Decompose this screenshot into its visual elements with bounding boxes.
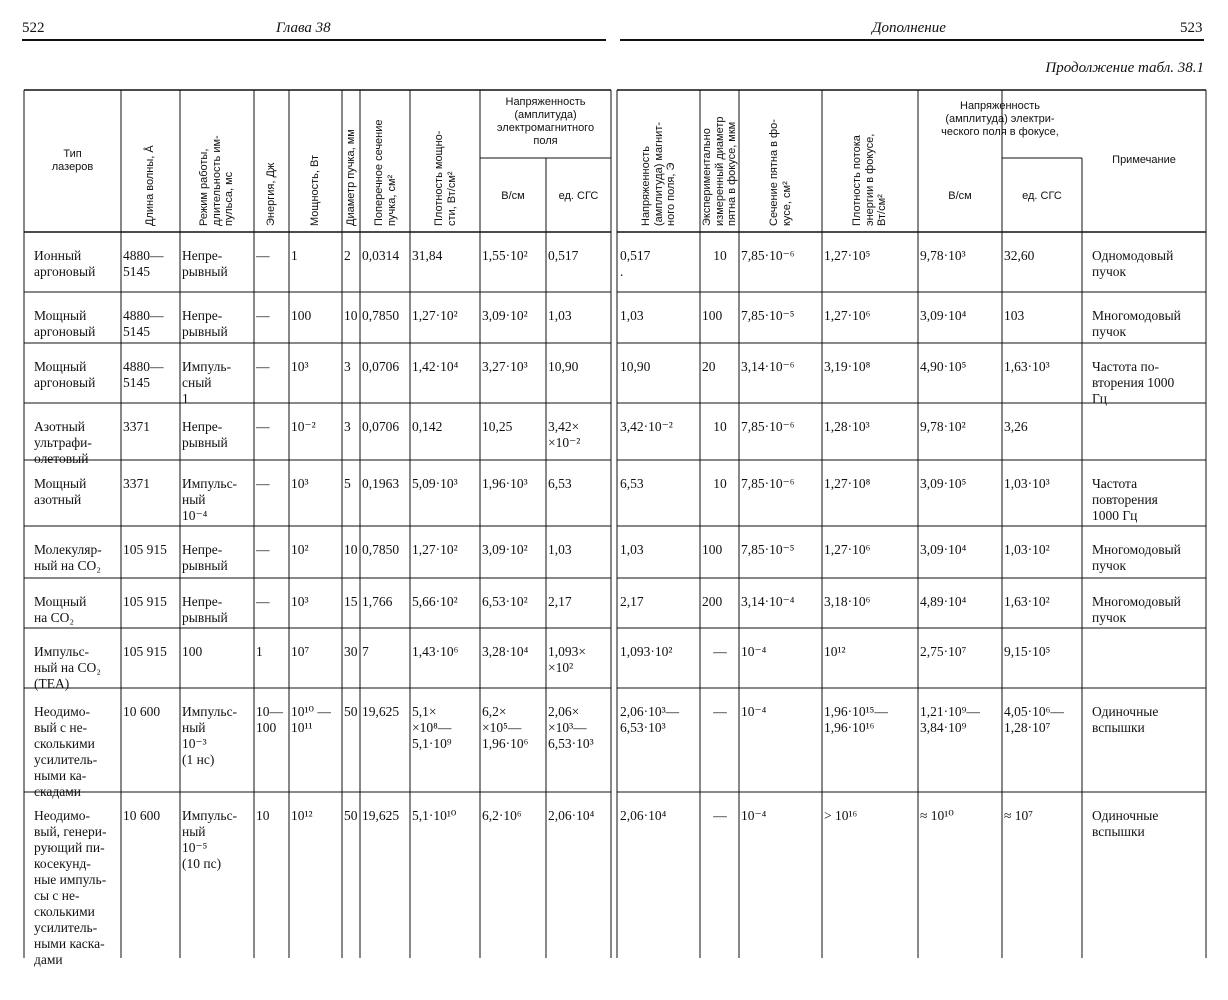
cell-power-row-5: 10³ — [291, 476, 309, 491]
cell-mode-row-4: Непре- рывный — [182, 419, 228, 450]
cell-mode-row-3: Импуль- сный 1 — [182, 359, 232, 406]
cell-diameter-row-3: 3 — [344, 359, 351, 374]
cell-magnetic-row-1: 0,517 . — [620, 248, 651, 279]
cell-magnetic-row-6: 1,03 — [620, 542, 644, 557]
cell-type-row-10: Неодимо- вый, генери- рующий пи- косекунд- ные импуль- сы с не- сколькими усилитель- ными каска- дами — [34, 808, 107, 967]
cell-wavelength-row-7: 105 915 — [123, 594, 167, 609]
cell-type-row-7: Мощный на CO₂ — [34, 594, 87, 625]
header-energy: Энергия, Дж — [265, 162, 278, 226]
cell-type-row-8: Импульс- ный на CO₂ (TEA) — [34, 644, 101, 691]
cell-type-row-5: Мощный азотный — [34, 476, 87, 507]
cell-energy-row-1: — — [256, 248, 270, 263]
cell-magnetic-row-2: 1,03 — [620, 308, 644, 323]
cell-spot-diameter-row-9: — — [713, 704, 727, 719]
cell-note-row-9: Одиночные вспышки — [1092, 704, 1159, 735]
cell-diameter-row-7: 15 — [344, 594, 358, 609]
cell-mode-row-5: Импульс- ный 10⁻⁴ — [182, 476, 238, 523]
header-magnetic-field: Напряженность (амплитуда) магнит- ного поля, Э — [639, 121, 677, 226]
header-em-vcm: В/см — [501, 190, 525, 202]
cell-em-vcm-row-6: 3,09·10² — [482, 542, 528, 557]
cell-diameter-row-5: 5 — [344, 476, 351, 491]
cell-note-row-6: Многомодовый пучок — [1092, 542, 1181, 573]
cell-mode-row-10: Импульс- ный 10⁻⁵ (10 пс) — [182, 808, 238, 871]
cell-spot-section-row-10: 10⁻⁴ — [741, 808, 767, 823]
cell-power-density-row-3: 1,42·10⁴ — [412, 359, 459, 374]
cell-flux-density-row-9: 1,96·10¹⁵— 1,96·10¹⁶ — [824, 704, 888, 735]
cell-em-vcm-row-2: 3,09·10² — [482, 308, 528, 323]
cell-focus-cgs-row-7: 1,63·10² — [1004, 594, 1050, 609]
cell-wavelength-row-3: 4880— 5145 — [123, 359, 164, 390]
cell-diameter-row-8: 30 — [344, 644, 358, 659]
cell-mode-row-1: Непре- рывный — [182, 248, 228, 279]
cell-power-density-row-2: 1,27·10² — [412, 308, 458, 323]
cell-spot-diameter-row-8: — — [713, 644, 727, 659]
cell-focus-vcm-row-9: 1,21·10⁹— 3,84·10⁹ — [920, 704, 980, 735]
cell-power-density-row-9: 5,1× ×10⁸— 5,1·10⁹ — [412, 704, 452, 751]
cell-focus-cgs-row-8: 9,15·10⁵ — [1004, 644, 1051, 659]
cell-spot-section-row-2: 7,85·10⁻⁵ — [741, 308, 795, 323]
cell-spot-section-row-7: 3,14·10⁻⁴ — [741, 594, 795, 609]
cell-flux-density-row-2: 1,27·10⁶ — [824, 308, 871, 323]
cell-flux-density-row-7: 3,18·10⁶ — [824, 594, 871, 609]
cell-em-vcm-row-7: 6,53·10² — [482, 594, 528, 609]
cell-note-row-4 — [1092, 419, 1204, 458]
cell-magnetic-row-9: 2,06·10³— 6,53·10³ — [620, 704, 680, 735]
cell-wavelength-row-8: 105 915 — [123, 644, 167, 659]
cell-wavelength-row-2: 4880— 5145 — [123, 308, 164, 339]
cell-type-row-3: Мощный аргоновый — [34, 359, 96, 390]
cell-flux-density-row-1: 1,27·10⁵ — [824, 248, 871, 263]
cell-em-vcm-row-4: 10,25 — [482, 419, 513, 434]
header-power: Мощность, Вт — [309, 154, 322, 226]
header-note: Примечание — [1112, 154, 1176, 166]
cell-note-row-7: Многомодовый пучок — [1092, 594, 1181, 625]
cell-em-vcm-row-1: 1,55·10² — [482, 248, 528, 263]
header-mode: Режим работы, длительность им- пульса, мс — [198, 135, 236, 226]
cell-magnetic-row-5: 6,53 — [620, 476, 644, 491]
cell-power-row-4: 10⁻² — [291, 419, 316, 434]
header-flux-density: Плотность потока энергии в фокусе, Вт/см² — [851, 133, 889, 226]
cell-power-density-row-5: 5,09·10³ — [412, 476, 458, 491]
header-wavelength: Длина волны, Å — [144, 145, 157, 226]
cell-focus-vcm-row-8: 2,75·10⁷ — [920, 644, 967, 659]
cell-cross-section-row-1: 0,0314 — [362, 248, 400, 263]
header-focus-vcm: В/см — [948, 190, 972, 202]
cell-mode-row-6: Непре- рывный — [182, 542, 228, 573]
cell-focus-cgs-row-3: 1,63·10³ — [1004, 359, 1050, 374]
cell-focus-vcm-row-3: 4,90·10⁵ — [920, 359, 967, 374]
cell-type-row-1: Ионный аргоновый — [34, 248, 96, 279]
cell-em-cgs-row-4: 3,42× ×10⁻² — [548, 419, 581, 450]
cell-energy-row-9: 10— 100 — [256, 704, 283, 735]
cell-power-density-row-10: 5,1·10¹⁰ — [412, 808, 457, 823]
cell-note-row-8 — [1092, 644, 1204, 686]
cell-em-vcm-row-5: 1,96·10³ — [482, 476, 528, 491]
cell-focus-vcm-row-2: 3,09·10⁴ — [920, 308, 967, 323]
cell-note-row-2: Многомодовый пучок — [1092, 308, 1181, 339]
cell-em-cgs-row-3: 10,90 — [548, 359, 579, 374]
cell-wavelength-row-5: 3371 — [123, 476, 150, 491]
cell-note-row-1: Одномодовый пучок — [1092, 248, 1174, 279]
cell-spot-diameter-row-1: 10 — [713, 248, 727, 263]
cell-spot-section-row-3: 3,14·10⁻⁶ — [741, 359, 795, 374]
cell-power-row-10: 10¹² — [291, 808, 313, 823]
cell-flux-density-row-10: > 10¹⁶ — [824, 808, 858, 823]
cell-em-cgs-row-5: 6,53 — [548, 476, 572, 491]
right-running-head: Дополнение — [872, 20, 946, 36]
cell-focus-cgs-row-10: ≈ 10⁷ — [1004, 808, 1033, 823]
cell-mode-row-2: Непре- рывный — [182, 308, 228, 339]
cell-focus-vcm-row-10: ≈ 10¹⁰ — [920, 808, 954, 823]
cell-energy-row-7: — — [256, 594, 270, 609]
cell-focus-vcm-row-5: 3,09·10⁵ — [920, 476, 967, 491]
cell-focus-vcm-row-4: 9,78·10² — [920, 419, 966, 434]
left-running-head: Глава 38 — [276, 20, 331, 36]
cell-focus-vcm-row-6: 3,09·10⁴ — [920, 542, 967, 557]
cell-cross-section-row-7: 1,766 — [362, 594, 393, 609]
cell-em-vcm-row-10: 6,2·10⁶ — [482, 808, 522, 823]
cell-em-vcm-row-3: 3,27·10³ — [482, 359, 528, 374]
cell-cross-section-row-8: 7 — [362, 644, 369, 659]
header-cross-section: Поперечное сечение пучка, см² — [372, 119, 397, 226]
cell-diameter-row-10: 50 — [344, 808, 358, 823]
left-page-number: 522 — [22, 20, 45, 36]
cell-em-cgs-row-8: 1,093× ×10² — [548, 644, 586, 675]
cell-focus-cgs-row-2: 103 — [1004, 308, 1025, 323]
cell-flux-density-row-5: 1,27·10⁸ — [824, 476, 871, 491]
cell-spot-diameter-row-2: 100 — [702, 308, 723, 323]
cell-magnetic-row-4: 3,42·10⁻² — [620, 419, 673, 434]
header-laser-type: Тип лазеров — [51, 148, 94, 173]
cell-power-density-row-8: 1,43·10⁶ — [412, 644, 459, 659]
header-beam-diameter: Диаметр пучка, мм — [344, 129, 357, 226]
cell-flux-density-row-6: 1,27·10⁶ — [824, 542, 871, 557]
cell-type-row-6: Молекуляр- ный на CO₂ — [34, 542, 102, 573]
cell-em-cgs-row-6: 1,03 — [548, 542, 572, 557]
cell-power-row-3: 10³ — [291, 359, 309, 374]
cell-spot-diameter-row-6: 100 — [702, 542, 723, 557]
cell-spot-diameter-row-7: 200 — [702, 594, 723, 609]
header-focus-cgs: ед. СГС — [1022, 190, 1062, 202]
cell-energy-row-4: — — [256, 419, 270, 434]
cell-diameter-row-1: 2 — [344, 248, 351, 263]
cell-wavelength-row-9: 10 600 — [123, 704, 161, 719]
header-power-density: Плотность мощно- сти, Вт/см² — [432, 130, 457, 226]
cell-power-row-7: 10³ — [291, 594, 309, 609]
cell-focus-cgs-row-6: 1,03·10² — [1004, 542, 1050, 557]
cell-energy-row-3: — — [256, 359, 270, 374]
cell-magnetic-row-8: 1,093·10² — [620, 644, 673, 659]
cell-note-row-3: Частота по- вторения 1000 Гц — [1092, 359, 1175, 406]
cell-spot-section-row-8: 10⁻⁴ — [741, 644, 767, 659]
cell-wavelength-row-6: 105 915 — [123, 542, 167, 557]
cell-focus-cgs-row-1: 32,60 — [1004, 248, 1035, 263]
cell-type-row-2: Мощный аргоновый — [34, 308, 96, 339]
cell-diameter-row-4: 3 — [344, 419, 351, 434]
cell-type-row-9: Неодимо- вый с не- сколькими усилитель- ными ка- скадами — [34, 704, 98, 799]
cell-power-density-row-6: 1,27·10² — [412, 542, 458, 557]
cell-power-row-9: 10¹⁰ — 10¹¹ — [291, 704, 331, 735]
cell-power-row-8: 10⁷ — [291, 644, 310, 659]
cell-spot-section-row-9: 10⁻⁴ — [741, 704, 767, 719]
table-caption: Продолжение табл. 38.1 — [1045, 60, 1204, 76]
cell-cross-section-row-4: 0,0706 — [362, 419, 400, 434]
cell-type-row-4: Азотный ультрафи- олетовый — [34, 419, 92, 466]
cell-cross-section-row-10: 19,625 — [362, 808, 400, 823]
cell-magnetic-row-7: 2,17 — [620, 594, 644, 609]
cell-diameter-row-2: 10 — [344, 308, 358, 323]
cell-spot-section-row-1: 7,85·10⁻⁶ — [741, 248, 795, 263]
cell-focus-cgs-row-5: 1,03·10³ — [1004, 476, 1050, 491]
header-focus-field: Напряженность (амплитуда) электри- ческого поля в фокусе, — [941, 100, 1059, 138]
cell-spot-diameter-row-3: 20 — [702, 359, 716, 374]
cell-cross-section-row-3: 0,0706 — [362, 359, 400, 374]
cell-power-density-row-1: 31,84 — [412, 248, 443, 263]
cell-wavelength-row-1: 4880— 5145 — [123, 248, 164, 279]
cell-flux-density-row-8: 10¹² — [824, 644, 846, 659]
cell-focus-cgs-row-9: 4,05·10⁶— 1,28·10⁷ — [1004, 704, 1064, 735]
cell-energy-row-6: — — [256, 542, 270, 557]
cell-spot-section-row-4: 7,85·10⁻⁶ — [741, 419, 795, 434]
cell-energy-row-10: 10 — [256, 808, 270, 823]
cell-em-vcm-row-8: 3,28·10⁴ — [482, 644, 529, 659]
cell-flux-density-row-4: 1,28·10³ — [824, 419, 870, 434]
cell-energy-row-8: 1 — [256, 644, 263, 659]
cell-magnetic-row-3: 10,90 — [620, 359, 651, 374]
cell-diameter-row-6: 10 — [344, 542, 358, 557]
cell-cross-section-row-9: 19,625 — [362, 704, 400, 719]
cell-mode-row-9: Импульс- ный 10⁻³ (1 нс) — [182, 704, 238, 767]
cell-em-cgs-row-9: 2,06× ×10³— 6,53·10³ — [548, 704, 594, 751]
cell-em-cgs-row-2: 1,03 — [548, 308, 572, 323]
header-spot-diameter: Экспериментально измеренный диаметр пятна в фокусе, мкм — [700, 116, 738, 226]
header-em-field: Напряженность (амплитуда) электромагнитного поля — [496, 96, 595, 147]
cell-em-cgs-row-10: 2,06·10⁴ — [548, 808, 595, 823]
cell-focus-vcm-row-1: 9,78·10³ — [920, 248, 966, 263]
cell-power-row-1: 1 — [291, 248, 298, 263]
header-spot-section: Сечение пятна в фо- кусе, см² — [768, 119, 793, 226]
cell-note-row-5: Частота повторения 1000 Гц — [1092, 476, 1158, 523]
cell-flux-density-row-3: 3,19·10⁸ — [824, 359, 871, 374]
cell-magnetic-row-10: 2,06·10⁴ — [620, 808, 667, 823]
header-em-cgs: ед. СГС — [558, 190, 599, 202]
cell-diameter-row-9: 50 — [344, 704, 358, 719]
cell-spot-diameter-row-10: — — [713, 808, 727, 823]
cell-spot-section-row-6: 7,85·10⁻⁵ — [741, 542, 795, 557]
cell-power-row-2: 100 — [291, 308, 312, 323]
cell-power-density-row-4: 0,142 — [412, 419, 443, 434]
cell-mode-row-8: 100 — [182, 644, 203, 659]
cell-em-vcm-row-9: 6,2× ×10⁵— 1,96·10⁶ — [482, 704, 529, 751]
cell-power-density-row-7: 5,66·10² — [412, 594, 458, 609]
cell-focus-vcm-row-7: 4,89·10⁴ — [920, 594, 967, 609]
cell-cross-section-row-2: 0,7850 — [362, 308, 400, 323]
cell-wavelength-row-4: 3371 — [123, 419, 150, 434]
cell-spot-diameter-row-4: 10 — [713, 419, 727, 434]
cell-power-row-6: 10² — [291, 542, 309, 557]
cell-em-cgs-row-1: 0,517 — [548, 248, 579, 263]
cell-spot-diameter-row-5: 10 — [713, 476, 727, 491]
cell-cross-section-row-5: 0,1963 — [362, 476, 400, 491]
cell-note-row-10: Одиночные вспышки — [1092, 808, 1159, 839]
cell-focus-cgs-row-4: 3,26 — [1004, 419, 1028, 434]
cell-wavelength-row-10: 10 600 — [123, 808, 161, 823]
cell-mode-row-7: Непре- рывный — [182, 594, 228, 625]
cell-cross-section-row-6: 0,7850 — [362, 542, 400, 557]
right-page-number: 523 — [1180, 20, 1203, 36]
cell-spot-section-row-5: 7,85·10⁻⁶ — [741, 476, 795, 491]
cell-energy-row-2: — — [256, 308, 270, 323]
cell-em-cgs-row-7: 2,17 — [548, 594, 572, 609]
cell-energy-row-5: — — [256, 476, 270, 491]
